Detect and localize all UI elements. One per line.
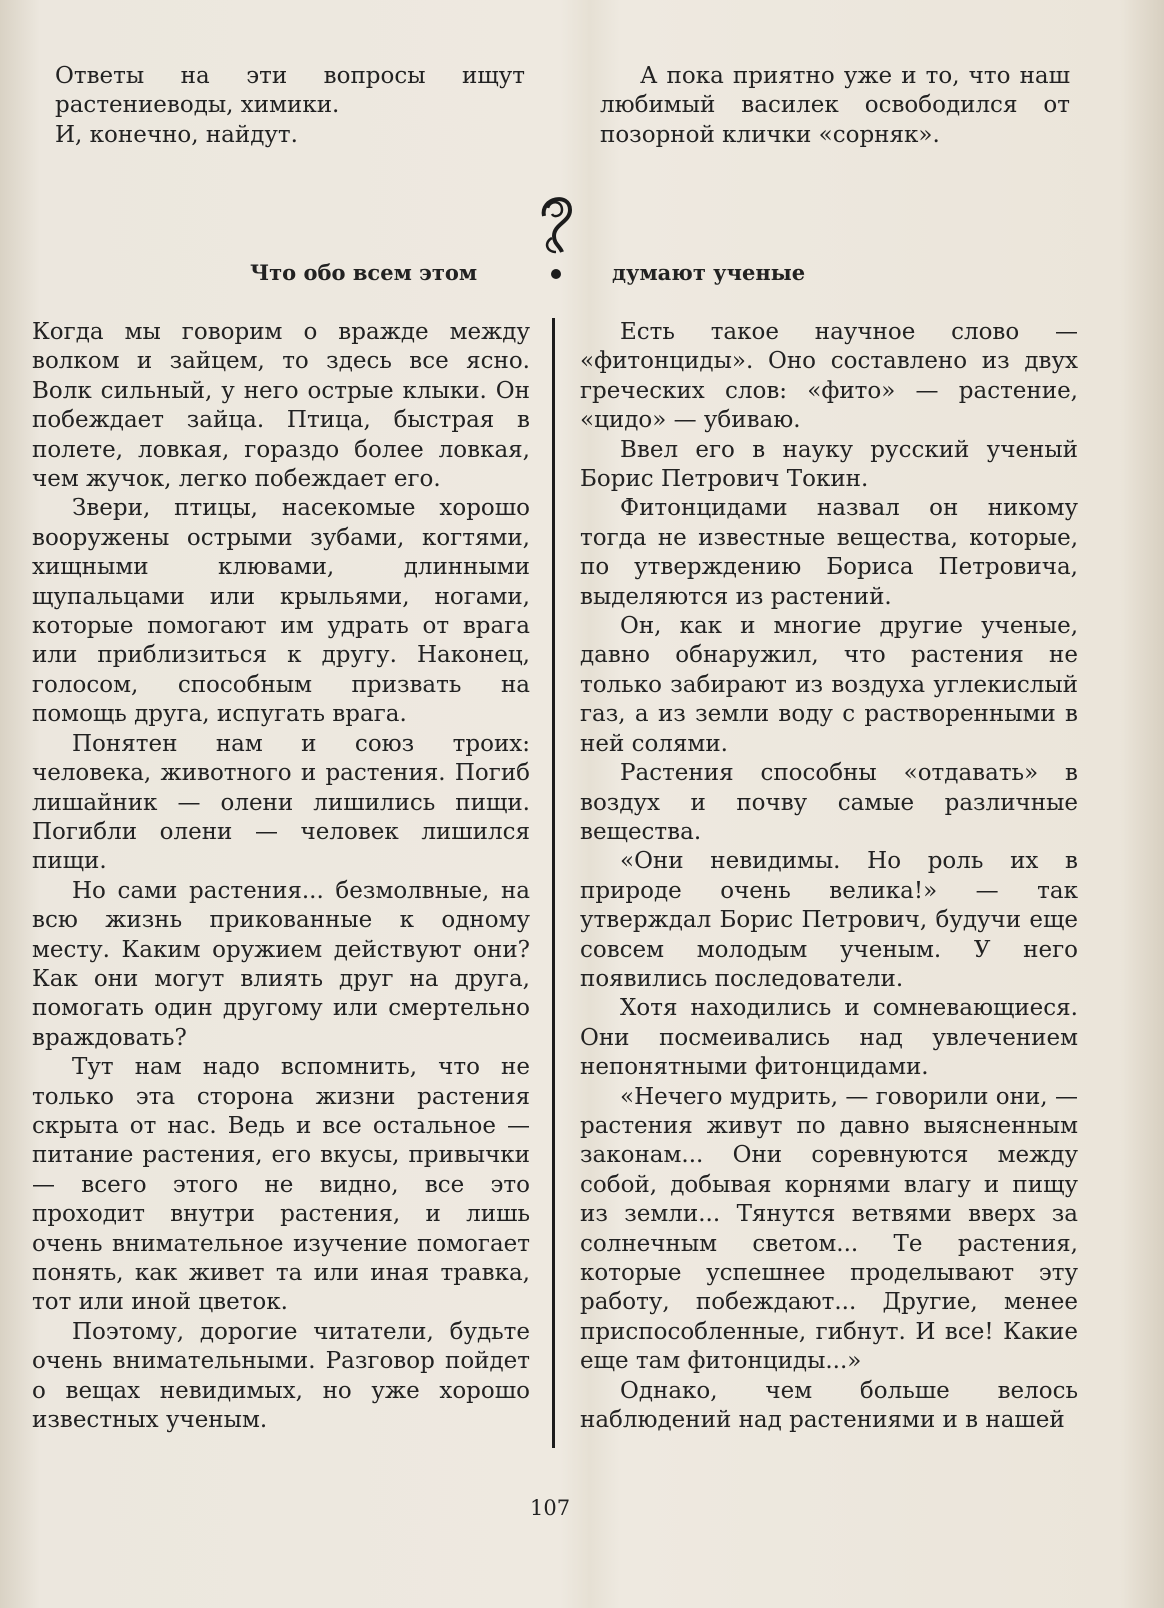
- paragraph: Когда мы говорим о вражде между волком и зайцем, то здесь все ясно. Волк сильный, у него острые клыки. Он побеждает зайца. Птица, быстрая в полете, ловкая, гораздо более ловкая, чем жучок, легко побеждает его.: [32, 319, 530, 493]
- paragraph: И, конечно, найдут.: [55, 121, 298, 148]
- right-column: [580, 318, 1078, 1435]
- column-divider: [552, 318, 555, 1448]
- paragraph: Ответы на эти вопросы ищут растениеводы, химики.: [55, 63, 525, 119]
- paragraph: Понятен нам и союз троих: человека, животного и растения. Погиб лишайник — олени лишились пищи. Погибли олени — человек лишился пищи.: [32, 730, 530, 875]
- paragraph: Растения способны «отдавать» в воздух и почву самые различные вещества.: [580, 760, 1078, 845]
- paragraph: «Нечего мудрить, — говорили они, — растения живут по давно выясненным законам... Они соревнуются между собой, добывая корнями влагу и пищу из земли... Тянутся ветвями вверх за солнечным светом... Те растения, которые успешнее проделывают эту работу, побеждают... Другие, менее приспособленные, гибнут. И все! Какие еще там фитонциды...»: [580, 1083, 1078, 1375]
- paragraph: Однако, чем больше велось наблюдений над растениями и в нашей: [580, 1377, 1078, 1434]
- paragraph: Но сами растения... безмолвные, на всю жизнь прикованные к одному месту. Каким оружием действуют они? Как они могут влиять друг на друга, помогать один другому или смертельно враждовать?: [32, 877, 530, 1051]
- left-column: [32, 318, 530, 1435]
- paragraph: «Они невидимы. Но роль их в природе очень велика!» — так утверждал Борис Петрович, будучи еще совсем молодым ученым. У него появились последователи.: [580, 848, 1078, 992]
- page-number: 107: [530, 1496, 571, 1520]
- paragraph: Есть такое научное слово — «фитонциды». Оно составлено из двух греческих слов: «фито» — растение, «цидо» — убиваю.: [580, 319, 1078, 434]
- paragraph: А пока приятно уже и то, что наш любимый василек освободился от позорной клички «сорняк».: [600, 63, 1070, 148]
- paragraph: Он, как и многие другие ученые, давно обнаружил, что растения не только забирают из воздуха углекислый газ, а из земли воду с растворенными в ней солями.: [580, 613, 1078, 757]
- paragraph: Поэтому, дорогие читатели, будьте очень внимательными. Разговор пойдет о вещах невидимых, но уже хорошо известных ученым.: [32, 1318, 530, 1434]
- section-heading-left: Что обо всем этом: [250, 260, 478, 285]
- paragraph: Хотя находились и сомневающиеся. Они посмеивались над увлечением непонятными фитонцидами.: [580, 995, 1078, 1081]
- paragraph: Звери, птицы, насекомые хорошо вооружены острыми зубами, когтями, хищными клювами, длинными щупальцами или крыльями, ногами, которые помогают им удрать от врага или приблизиться к другу. Наконец, голосом, способным призвать на помощь друга, испугать врага.: [32, 495, 530, 728]
- paragraph: Ввел его в науку русский ученый Борис Петрович Токин.: [580, 436, 1078, 493]
- paragraph: Тут нам надо вспомнить, что не только эта сторона жизни растения скрыта от нас. Ведь и все остальное — питание растения, его вкусы, привычки — всего этого не видно, все это проходит внутри растения, и лишь очень внимательное изучение помогает понять, как живет та или иная травка, тот или иной цветок.: [32, 1054, 530, 1316]
- section-heading-right: думают ученые: [612, 260, 806, 285]
- top-left-text: [55, 62, 525, 150]
- top-right-text: [600, 62, 1070, 150]
- question-mark-ornament-icon: [530, 186, 580, 286]
- paragraph: Фитонцидами назвал он никому тогда не известные вещества, которые, по утверждению Бориса Петровича, выделяются из растений.: [580, 495, 1078, 610]
